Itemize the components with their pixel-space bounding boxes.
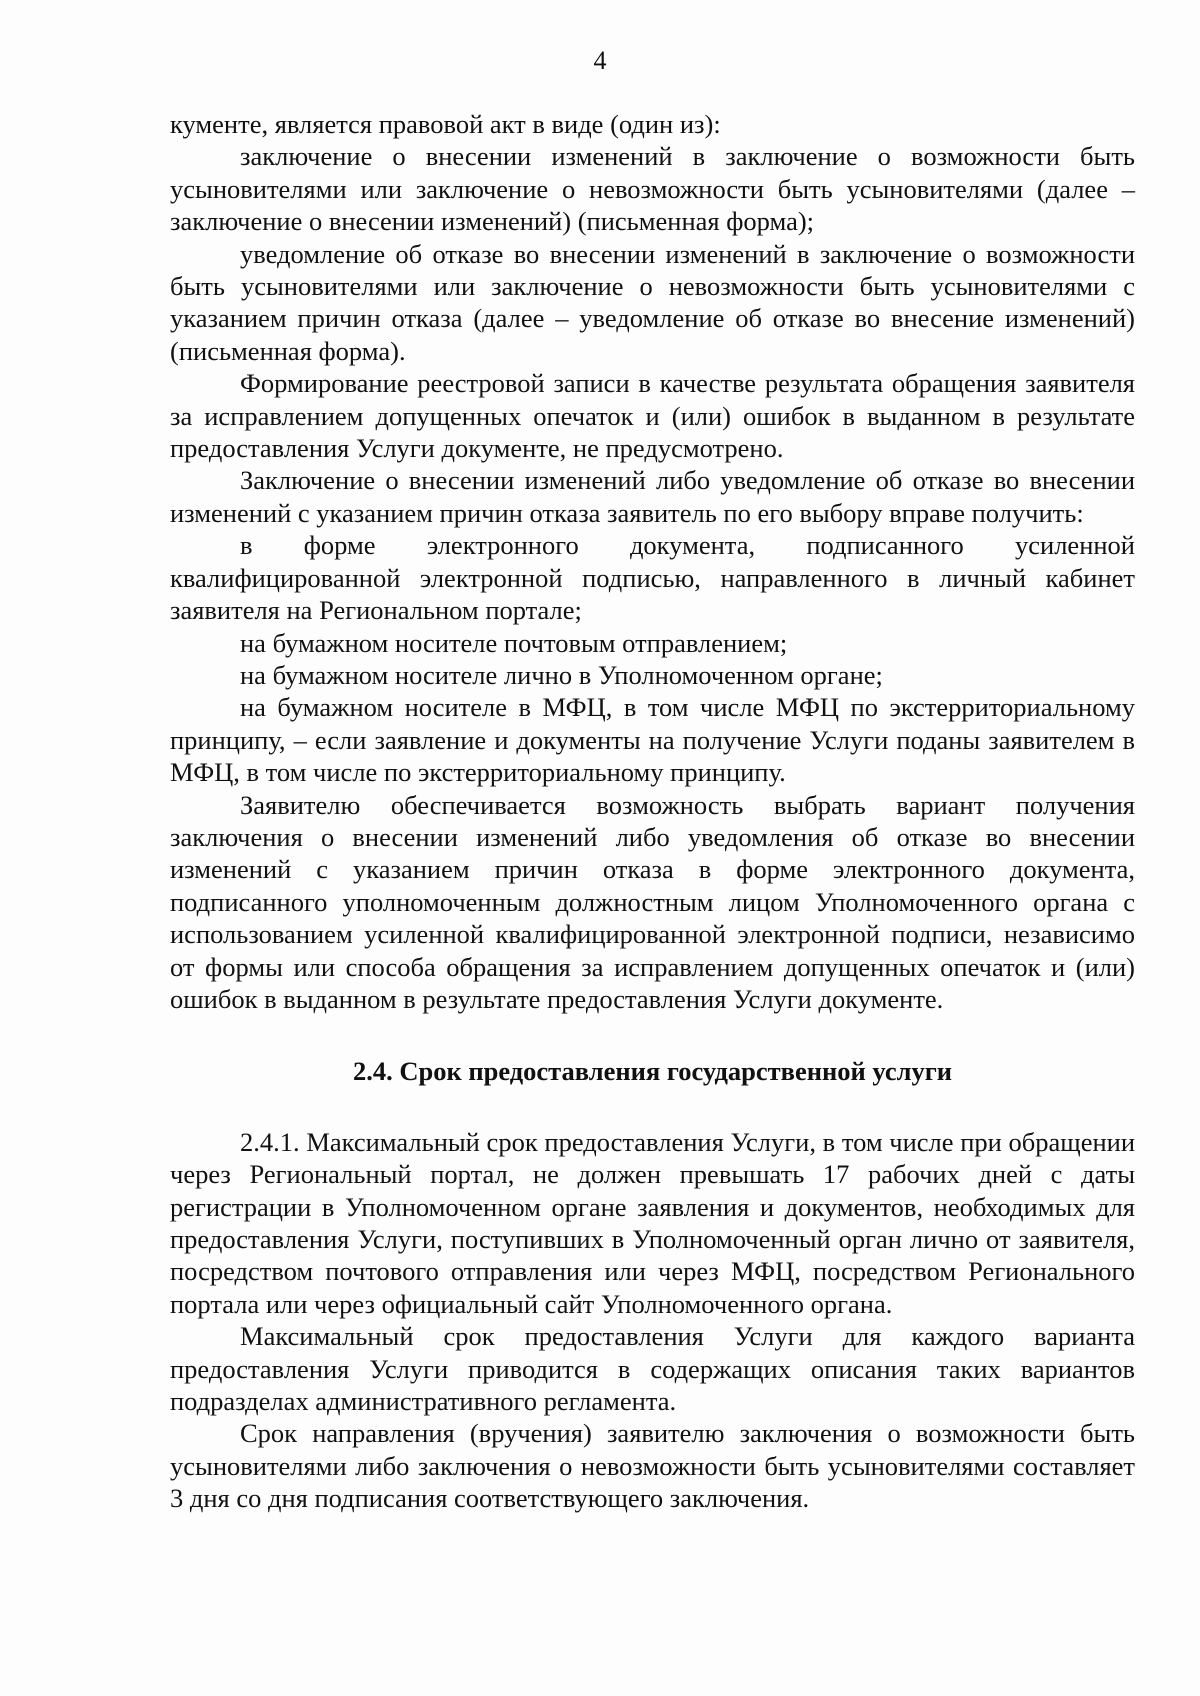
- paragraph: на бумажном носителе лично в Уполномоченном органе;: [240, 659, 883, 690]
- paragraph: в форме электронного документа, подписанного усиленной квалифицированной электронной подписью, направленного в личный кабинет заявителя на Региональном портале;: [170, 530, 1135, 626]
- paragraph: Срок направления (вручения) заявителю заключения о возможности быть усыновителями либо заключения о невозможности быть усыновителями составляет 3 дня со дня подписания соответствующего заключения.: [170, 1418, 1135, 1514]
- paragraph: на бумажном носителе почтовым отправлением;: [240, 627, 788, 658]
- section-heading: 2.4. Срок предоставления государственной услуги: [352, 1056, 953, 1087]
- paragraph: 2.4.1. Максимальный срок предоставления Услуги, в том числе при обращении через Региональный портал, не должен превышать 17 рабочих дней с даты регистрации в Уполномоченном органе заявления и документов, необходимых для предоставления Услуги, поступивших в Уполномоченный орган лично от заявителя, посредством почтового отправления или через МФЦ, посредством Регионального портала или через официальный сайт Уполномоченного органа.: [170, 1126, 1135, 1319]
- page-number: 4: [593, 46, 607, 75]
- paragraph: заключение о внесении изменений в заключение о возможности быть усыновителями или заключение о невозможности быть усыновителями (далее – заключение о внесении изменений) (письменная форма);: [170, 141, 1135, 237]
- paragraph: Заключение о внесении изменений либо уведомление об отказе во внесении изменений с указанием причин отказа заявитель по его выбору вправе получить:: [170, 465, 1135, 528]
- paragraph: Заявителю обеспечивается возможность выбрать вариант получения заключения о внесении изменений либо уведомления об отказе во внесении изменений с указанием причин отказа в форме электронного документа, подписанного уполномоченным должностным лицом Уполномоченного органа с использованием усиленной квалифицированной электронной подписи, независимо от формы или способа обращения за исправлением допущенных опечаток и (или) ошибок в выданном в результате предоставления Услуги документе.: [170, 789, 1135, 1014]
- document-body: [170, 108, 1135, 1515]
- paragraph: Максимальный срок предоставления Услуги для каждого варианта предоставления Услуги приводится в содержащих описания таких вариантов подразделах административного регламента.: [170, 1321, 1135, 1417]
- paragraph-continuation: кументе, является правовой акт в виде (один из):: [170, 109, 721, 139]
- paragraph: уведомление об отказе во внесении изменений в заключение о возможности быть усыновителями или заключение о невозможности быть усыновителями с указанием причин отказа (далее – уведомление об отказе во внесение изменений) (письменная форма).: [170, 238, 1135, 366]
- paragraph: Формирование реестровой записи в качестве результата обращения заявителя за исправлением допущенных опечаток и (или) ошибок в выданном в результате предоставления Услуги документе, не предусмотрено.: [170, 368, 1135, 464]
- paragraph: на бумажном носителе в МФЦ, в том числе МФЦ по экстерриториальному принципу, – если заявление и документы на получение Услуги поданы заявителем в МФЦ, в том числе по экстерриториальному принципу.: [170, 692, 1135, 788]
